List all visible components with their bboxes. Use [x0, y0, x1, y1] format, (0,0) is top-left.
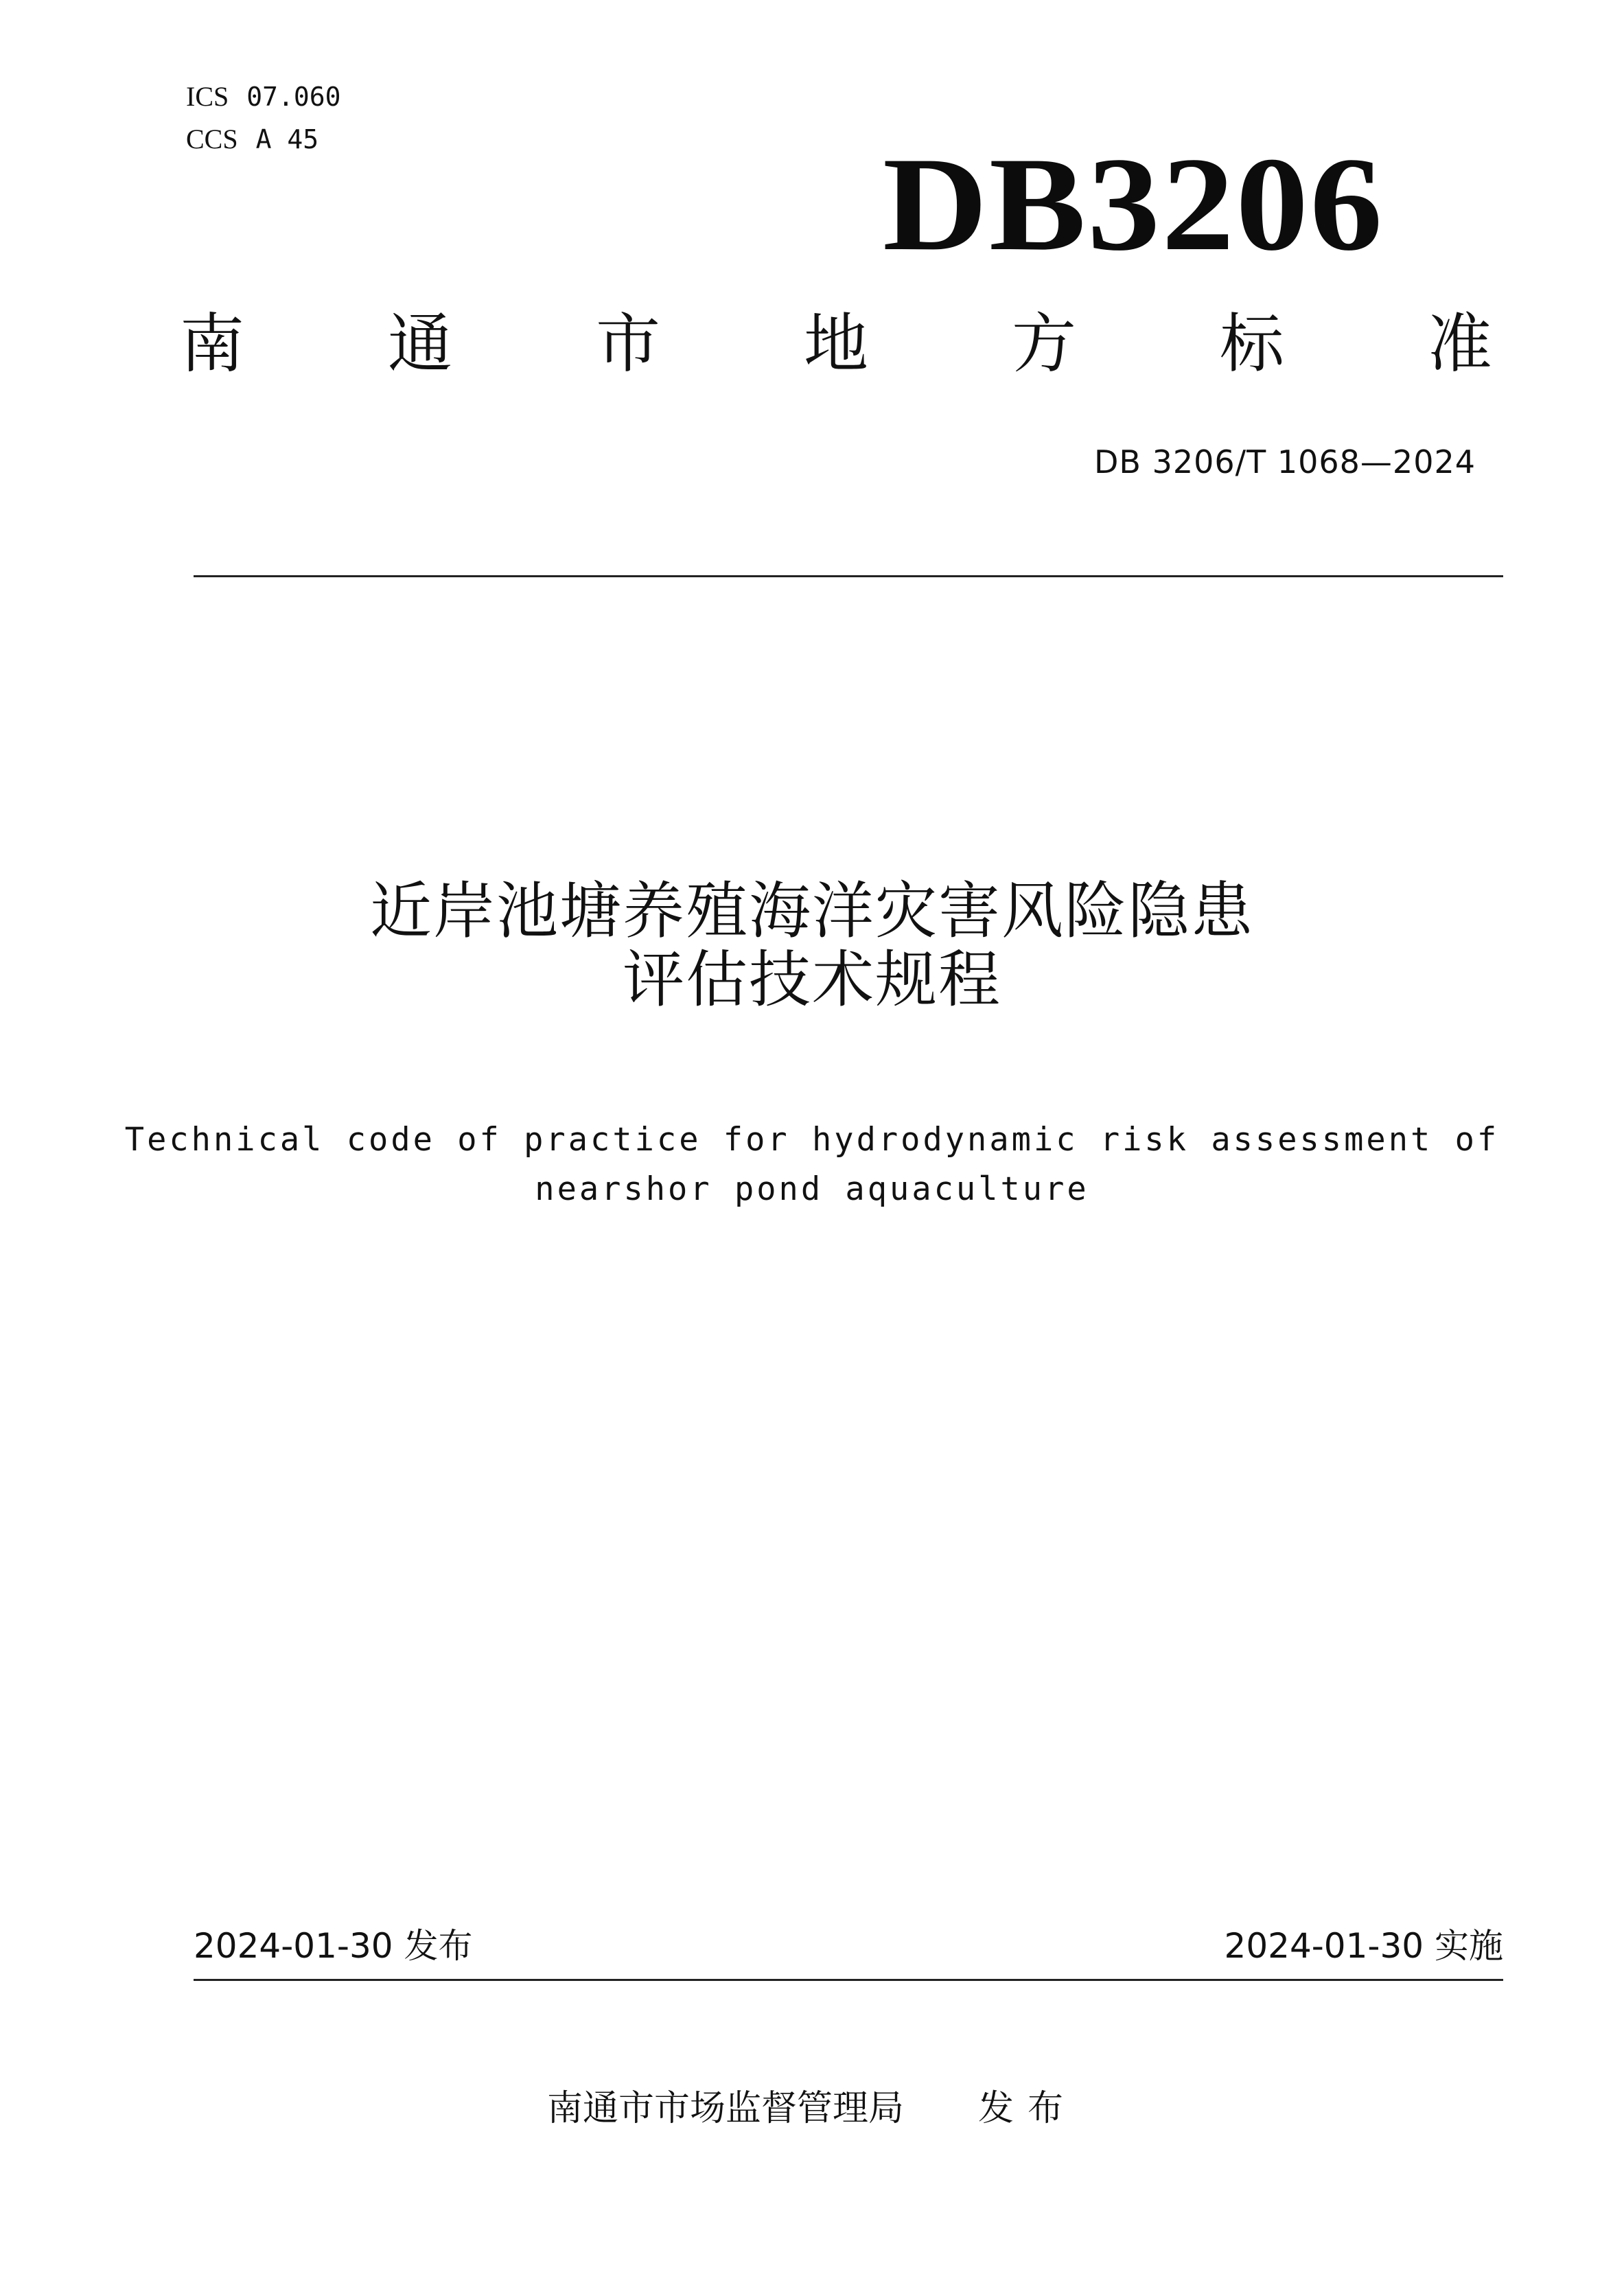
- chinese-title-line-2: 评估技术规程: [623, 944, 1001, 1016]
- ics-code: 07.060: [246, 82, 341, 112]
- chinese-title: [0, 877, 1624, 1014]
- category-char: 方: [1011, 307, 1076, 382]
- ics-line: [186, 76, 341, 118]
- issuer-line: [0, 2087, 1624, 2131]
- standard-number: DB 3206/T 1068—2024: [1093, 443, 1476, 480]
- standard-category: [180, 307, 1492, 382]
- implement-date: 2024-01-30 实施: [1224, 1926, 1503, 1966]
- category-char: 南: [180, 307, 245, 382]
- issuer-action: 发布: [978, 2088, 1078, 2129]
- publish-date: 2024-01-30 发布: [194, 1926, 473, 1966]
- ccs-label: CCS: [186, 124, 238, 154]
- english-title-line-2: nearshor pond aquaculture: [535, 1170, 1089, 1208]
- category-char: 标: [1219, 307, 1284, 382]
- ics-label: ICS: [186, 81, 229, 112]
- category-char: 市: [595, 307, 660, 382]
- category-char: 通: [387, 307, 452, 382]
- english-title: [0, 1115, 1624, 1214]
- category-char: 准: [1427, 307, 1492, 382]
- dates-row: [194, 1925, 1503, 1967]
- category-char: 地: [803, 307, 868, 382]
- english-title-line-1: Technical code of practice for hydrodynamic risk assessment of: [124, 1121, 1500, 1159]
- db-logo: DB3206: [882, 130, 1384, 279]
- top-divider: [194, 575, 1503, 577]
- bottom-divider: [194, 1979, 1503, 1981]
- issuer-name: 南通市市场监督管理局: [546, 2088, 904, 2129]
- ccs-line: [186, 118, 341, 161]
- classification-codes: [186, 76, 341, 161]
- chinese-title-line-1: 近岸池塘养殖海洋灾害风险隐患: [370, 875, 1254, 947]
- ccs-code: A 45: [255, 124, 319, 154]
